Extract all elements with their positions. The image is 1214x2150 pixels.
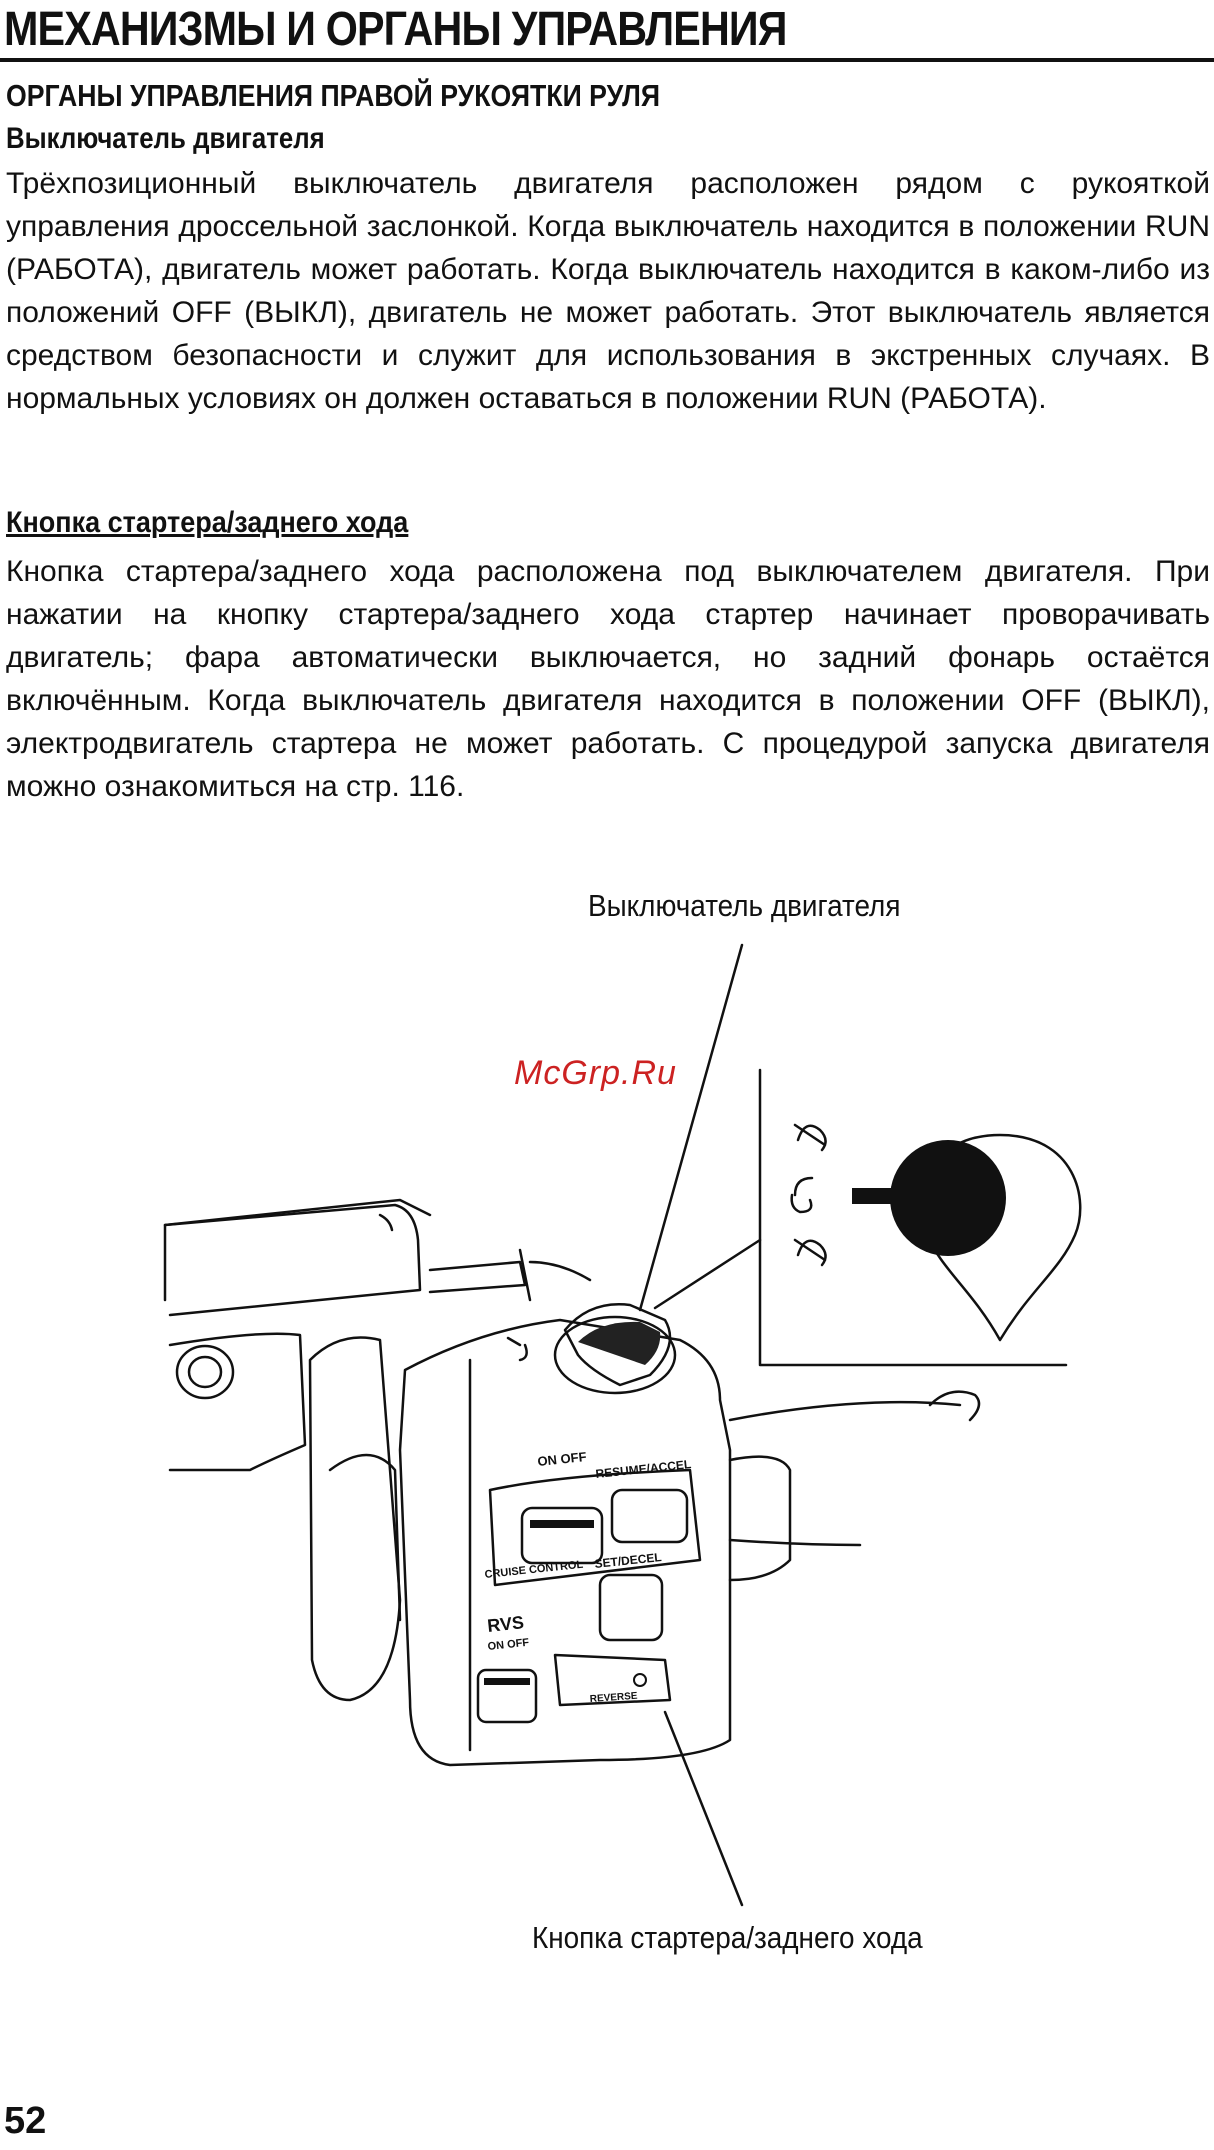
engine-switch-leader bbox=[640, 945, 742, 1310]
label-on-off-2: ON OFF bbox=[487, 1636, 530, 1653]
starter-button-heading: Кнопка стартера/заднего хода bbox=[6, 506, 409, 539]
inset-run-icon bbox=[792, 1178, 812, 1212]
label-rvs: RVS bbox=[486, 1612, 525, 1636]
inset-knob-center bbox=[890, 1140, 1006, 1256]
throttle-grip bbox=[310, 1338, 400, 1701]
watermark-logo: McGrp.Ru bbox=[514, 1054, 677, 1092]
handlebar-tube-right bbox=[730, 1402, 960, 1580]
rvs-on-off-button bbox=[478, 1670, 536, 1722]
inset-stop-icon-top bbox=[795, 1125, 826, 1150]
engine-switch-paragraph: Трёхпозиционный выключатель двигателя расположен рядом с рукояткой управления дроссельной заслонкой. Когда выключатель находится в положении RUN (РАБОТА), двигатель может работать. Когда выключатель находится в каком-либо из положений OFF (ВЫКЛ), двигатель не может работать. Этот выключатель является средством безопасности и служит для использования в экстренных случаях. В нормальных условиях он должен оставаться в положении RUN (РАБОТА). bbox=[6, 167, 1210, 415]
inset-knob-pointer bbox=[852, 1188, 902, 1204]
engine-switch-callout: Выключатель двигателя bbox=[588, 888, 901, 923]
label-set-decel: SET/DECEL bbox=[593, 1550, 663, 1571]
page-title: МЕХАНИЗМЫ И ОРГАНЫ УПРАВЛЕНИЯ bbox=[4, 3, 787, 56]
set-decel-button bbox=[600, 1575, 662, 1640]
brake-hose bbox=[430, 1262, 525, 1292]
title-divider bbox=[0, 58, 1214, 62]
starter-button-paragraph: Кнопка стартера/заднего хода расположена под выключателем двигателя. При нажатии на кнопку стартера/заднего хода стартер начинает проворачивать двигатель; фара автоматически выключается, но задний фонарь остаётся включённым. Когда выключатель двигателя находится в положении OFF (ВЫКЛ), электродвигатель стартера не может работать. С процедурой запуска двигателя можно ознакомиться на стр. 116. bbox=[6, 555, 1210, 803]
brake-lever-body bbox=[170, 1334, 305, 1470]
label-resume-accel: RESUME/ACCEL bbox=[594, 1457, 692, 1481]
handlebar-tube-left bbox=[165, 1200, 430, 1300]
cruise-on-off-button bbox=[522, 1508, 602, 1563]
label-on-off-1: ON OFF bbox=[536, 1448, 588, 1469]
starter-button-callout: Кнопка стартера/заднего хода bbox=[532, 1920, 923, 1955]
resume-accel-button bbox=[612, 1490, 687, 1542]
engine-switch-heading: Выключатель двигателя bbox=[6, 122, 325, 155]
handlebar-illustration bbox=[0, 870, 1214, 1970]
label-cruise-control: CRUISE CONTROL bbox=[484, 1558, 584, 1581]
brake-reservoir bbox=[165, 1205, 420, 1315]
label-reverse: REVERSE bbox=[589, 1690, 638, 1705]
brake-pivot bbox=[177, 1346, 233, 1398]
section-heading: ОРГАНЫ УПРАВЛЕНИЯ ПРАВОЙ РУКОЯТКИ РУЛЯ bbox=[6, 78, 661, 113]
page-number: 52 bbox=[4, 2100, 47, 2142]
inset-stop-icon-bottom bbox=[795, 1240, 826, 1265]
engine-switch-leader-2 bbox=[655, 1240, 760, 1308]
